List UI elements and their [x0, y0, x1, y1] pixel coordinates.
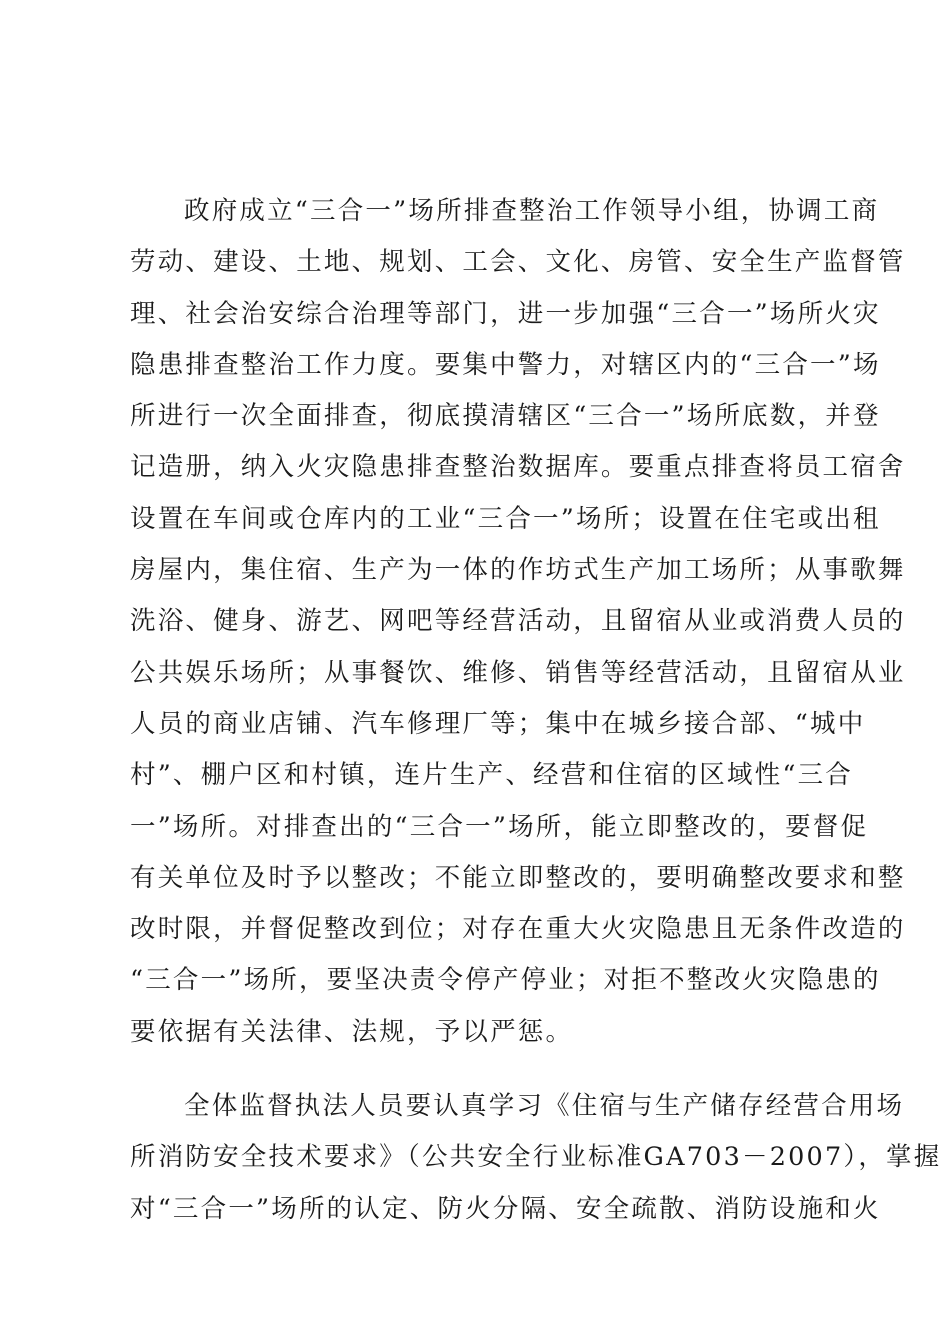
text-line: 对“三合一”场所的认定、防火分隔、安全疏散、消防设施和火 [130, 1193, 881, 1224]
body-text [130, 186, 942, 1235]
paragraph-spacer [130, 1058, 855, 1081]
text-line: 公共娱乐场所；从事餐饮、维修、销售等经营活动，且留宿从业 [130, 657, 906, 688]
text-line: 村”、棚户区和村镇，连片生产、经营和住宿的区域性“三合 [130, 760, 853, 791]
text-line: 劳动、建设、土地、规划、工会、文化、房管、安全生产监督管 [130, 247, 906, 278]
text-line: 有关单位及时予以整改；不能立即整改的，要明确整改要求和整 [130, 862, 906, 893]
paragraph-1 [130, 186, 906, 1058]
text-line: 隐患排查整治工作力度。要集中警力，对辖区内的“三合一”场 [130, 349, 881, 380]
text-line: 要依据有关法律、法规，予以严惩。 [130, 1016, 574, 1047]
text-line: 人员的商业店铺、汽车修理厂等；集中在城乡接合部、“城中 [130, 708, 866, 739]
text-line: 一”场所。对排查出的“三合一”场所，能立即整改的，要督促 [130, 811, 869, 842]
text-line: “三合一”场所，要坚决责令停产停业；对拒不整改火灾隐患的 [130, 965, 881, 996]
text-line: 设置在车间或仓库内的工业“三合一”场所；设置在住宅或出租 [130, 503, 881, 534]
text-line: 改时限，并督促整改到位；对存在重大火灾隐患且无条件改造的 [130, 914, 906, 945]
text-line: 房屋内，集住宿、生产为一体的作坊式生产加工场所；从事歌舞 [130, 555, 906, 586]
text-line: 洗浴、健身、游艺、网吧等经营活动，且留宿从业或消费人员的 [130, 606, 906, 637]
text-line: 所消防安全技术要求》（公共安全行业标准GA703－2007），掌握 [130, 1142, 942, 1173]
paragraph-2 [130, 1081, 942, 1235]
text-line: 记造册，纳入火灾隐患排查整治数据库。要重点排查将员工宿舍 [130, 452, 906, 483]
text-line: 理、社会治安综合治理等部门，进一步加强“三合一”场所火灾 [130, 298, 881, 329]
text-line: 全体监督执法人员要认真学习《住宿与生产储存经营合用场 [184, 1091, 905, 1122]
text-line: 政府成立“三合一”场所排查整治工作领导小组，协调工商 [184, 196, 880, 226]
text-line: 所进行一次全面排查，彻底摸清辖区“三合一”场所底数，并登 [130, 401, 881, 432]
